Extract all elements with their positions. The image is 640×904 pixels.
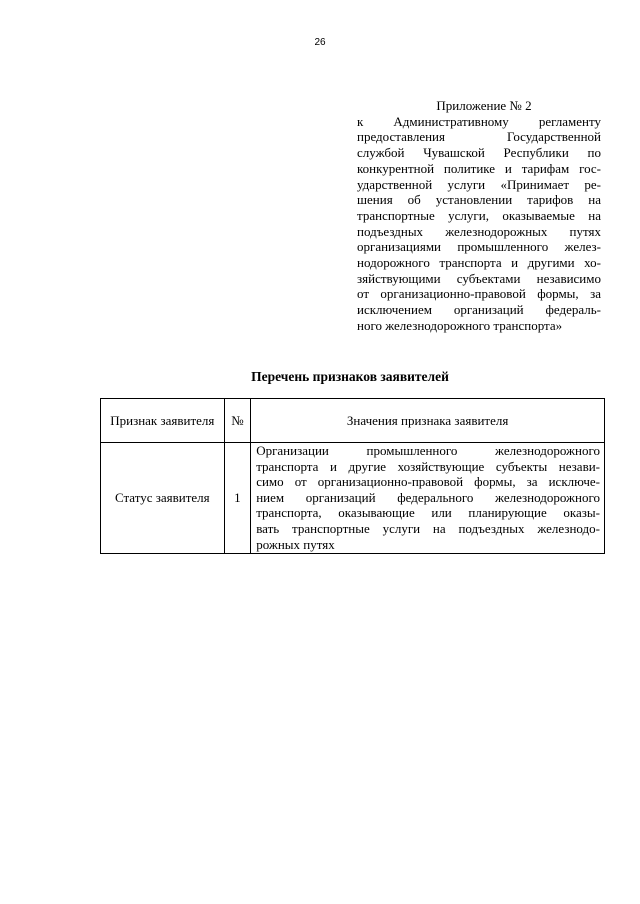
appendix-line: зяйствующими субъектами независимо xyxy=(357,270,601,286)
header-values: Значения признака заявителя xyxy=(251,399,605,443)
appendix-line: ударственной услуги «Принимает ре- xyxy=(357,176,601,192)
appendix-line: транспортные услуги, оказываемые на xyxy=(357,207,601,223)
value-line: рожных путях xyxy=(256,536,335,552)
appendix-line: к Административному регламенту xyxy=(357,113,601,129)
appendix-line: предоставления Государственной xyxy=(357,129,601,145)
header-number: № xyxy=(224,399,251,443)
appendix-text xyxy=(357,114,601,334)
appendix-line: службой Чувашской Республики по xyxy=(357,145,601,161)
appendix-line: конкурентной политике и тарифам гос- xyxy=(357,160,601,176)
cell-number: 1 xyxy=(224,443,251,554)
appendix-line: исключением организаций федераль- xyxy=(357,302,601,318)
list-title: Перечень признаков заявителей xyxy=(251,369,449,384)
table-row xyxy=(101,443,605,554)
appendix-line: организациями промышленного желез- xyxy=(357,239,601,255)
appendix-line: ного железнодорожного транспорта» xyxy=(357,317,563,333)
value-line: транспорта и другие хозяйствующие субъекты незави- xyxy=(256,458,600,474)
applicant-signs-table xyxy=(100,398,605,554)
header-sign: Признак заявителя xyxy=(101,399,225,443)
value-line: нием организаций федерального железнодорожного xyxy=(256,489,600,505)
cell-sign: Статус заявителя xyxy=(101,443,225,554)
appendix-line: подъездных железнодорожных путях xyxy=(357,223,601,239)
value-line: симо от организационно-правовой формы, за исключе- xyxy=(256,474,600,490)
cell-values xyxy=(251,443,605,554)
value-line: вать транспортные услуги на подъездных железнодо- xyxy=(256,520,600,536)
value-line: Организации промышленного железнодорожного xyxy=(256,443,600,458)
appendix-line: от организационно-правовой формы, за xyxy=(357,286,601,302)
appendix-block xyxy=(357,98,601,334)
appendix-title: Приложение № 2 xyxy=(436,98,532,113)
value-line: транспорта, оказывающие или планирующие оказы- xyxy=(256,505,600,521)
page-number: 26 xyxy=(314,37,326,48)
appendix-line: нодорожного транспорта и другими хо- xyxy=(357,255,601,271)
appendix-line: шения об установлении тарифов на xyxy=(357,192,601,208)
table-header-row xyxy=(101,399,605,443)
